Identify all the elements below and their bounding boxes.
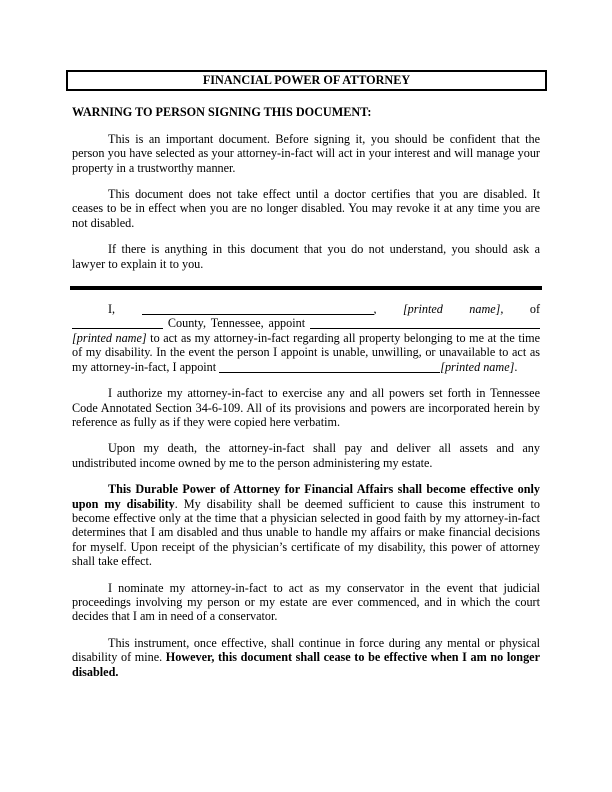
appointment-paragraph — [72, 302, 540, 374]
effective-upon-disability-paragraph — [72, 482, 540, 568]
text-run: This is an important document. Before signing it, you should be confident that the person you have selected as your attorney-in-fact will act in your interest and will manage your property in a trustworthy manner. — [72, 131, 540, 175]
text-run: I nominate my attorney-in-fact to act as my conservator in the event that judicial proceedings involving my person or my estate are ever commenced, and in which the court decides that I am in need of a conservator. — [72, 580, 540, 624]
text-run: [printed name] — [440, 359, 515, 374]
text-run: Upon my death, the attorney-in-fact shall pay and deliver all assets and any undistributed income owned by me to the person administering my estate. — [72, 441, 540, 470]
text-run: to act as my attorney-in-fact regarding all property belonging to me at the time of my disability. In the event the person I appoint is unable, unwilling, or unavailable to act as my attorney-in-fact, I appoint — [72, 330, 541, 374]
text-run: . My disability shall be deemed sufficient to cause this instrument to become effective only at the time that a physician selected in good faith by my attorney-in-fact determines that I am disabled and thus unable to handle my affairs or make financial decisions for myself. Upon receipt of the physician’s certificate of my disability, this power of attorney shall take effect. — [72, 496, 540, 569]
text-run: [printed name] — [72, 330, 147, 345]
text-run: . — [514, 359, 518, 374]
text-run: This instrument, once effective, shall continue in force during any mental or physical disability of mine. — [72, 635, 540, 665]
fill-in-blank — [219, 361, 440, 373]
fill-in-blank — [142, 303, 374, 315]
ask-lawyer-paragraph — [72, 242, 540, 271]
fill-in-blank — [310, 317, 540, 329]
conservator-paragraph — [72, 581, 540, 624]
effect-warning-paragraph — [72, 187, 540, 230]
text-run: However, this document shall cease to be effective when I am no longer disabled. — [72, 650, 540, 679]
fill-in-blank — [72, 317, 163, 329]
text-run: of — [503, 302, 541, 317]
death-paragraph — [72, 441, 540, 470]
document-title: FINANCIAL POWER OF ATTORNEY — [202, 73, 411, 87]
text-run: I authorize my attorney-in-fact to exercise any and all powers set forth in Tennessee Code Annotated Section 34-6-109. All of its provisions and powers are incorporated herein by reference as fully as if they were copied here verbatim. — [72, 386, 540, 429]
text-run: , — [373, 302, 403, 317]
intro-warning-paragraph — [72, 132, 540, 175]
warning-heading: WARNING TO PERSON SIGNING THIS DOCUMENT: — [72, 105, 372, 120]
title-box — [66, 70, 547, 91]
text-run: This document does not take effect until a doctor certifies that you are disabled. It ceases to be in effect when you are no longer disabled. You may revoke it at any time you are not disabled. — [72, 187, 540, 230]
text-run: County, Tennessee, appoint — [163, 316, 310, 331]
powers-paragraph — [72, 386, 540, 429]
text-run: [printed name], — [402, 302, 504, 317]
duration-paragraph — [72, 636, 540, 679]
text-run: This Durable Power of Attorney for Financial Affairs shall become effective only upon my disability — [72, 482, 540, 511]
text-run: I, — [108, 302, 142, 317]
section-divider-rule — [70, 286, 542, 290]
text-run: If there is anything in this document that you do not understand, you should ask a lawyer to explain it to you. — [72, 242, 540, 271]
